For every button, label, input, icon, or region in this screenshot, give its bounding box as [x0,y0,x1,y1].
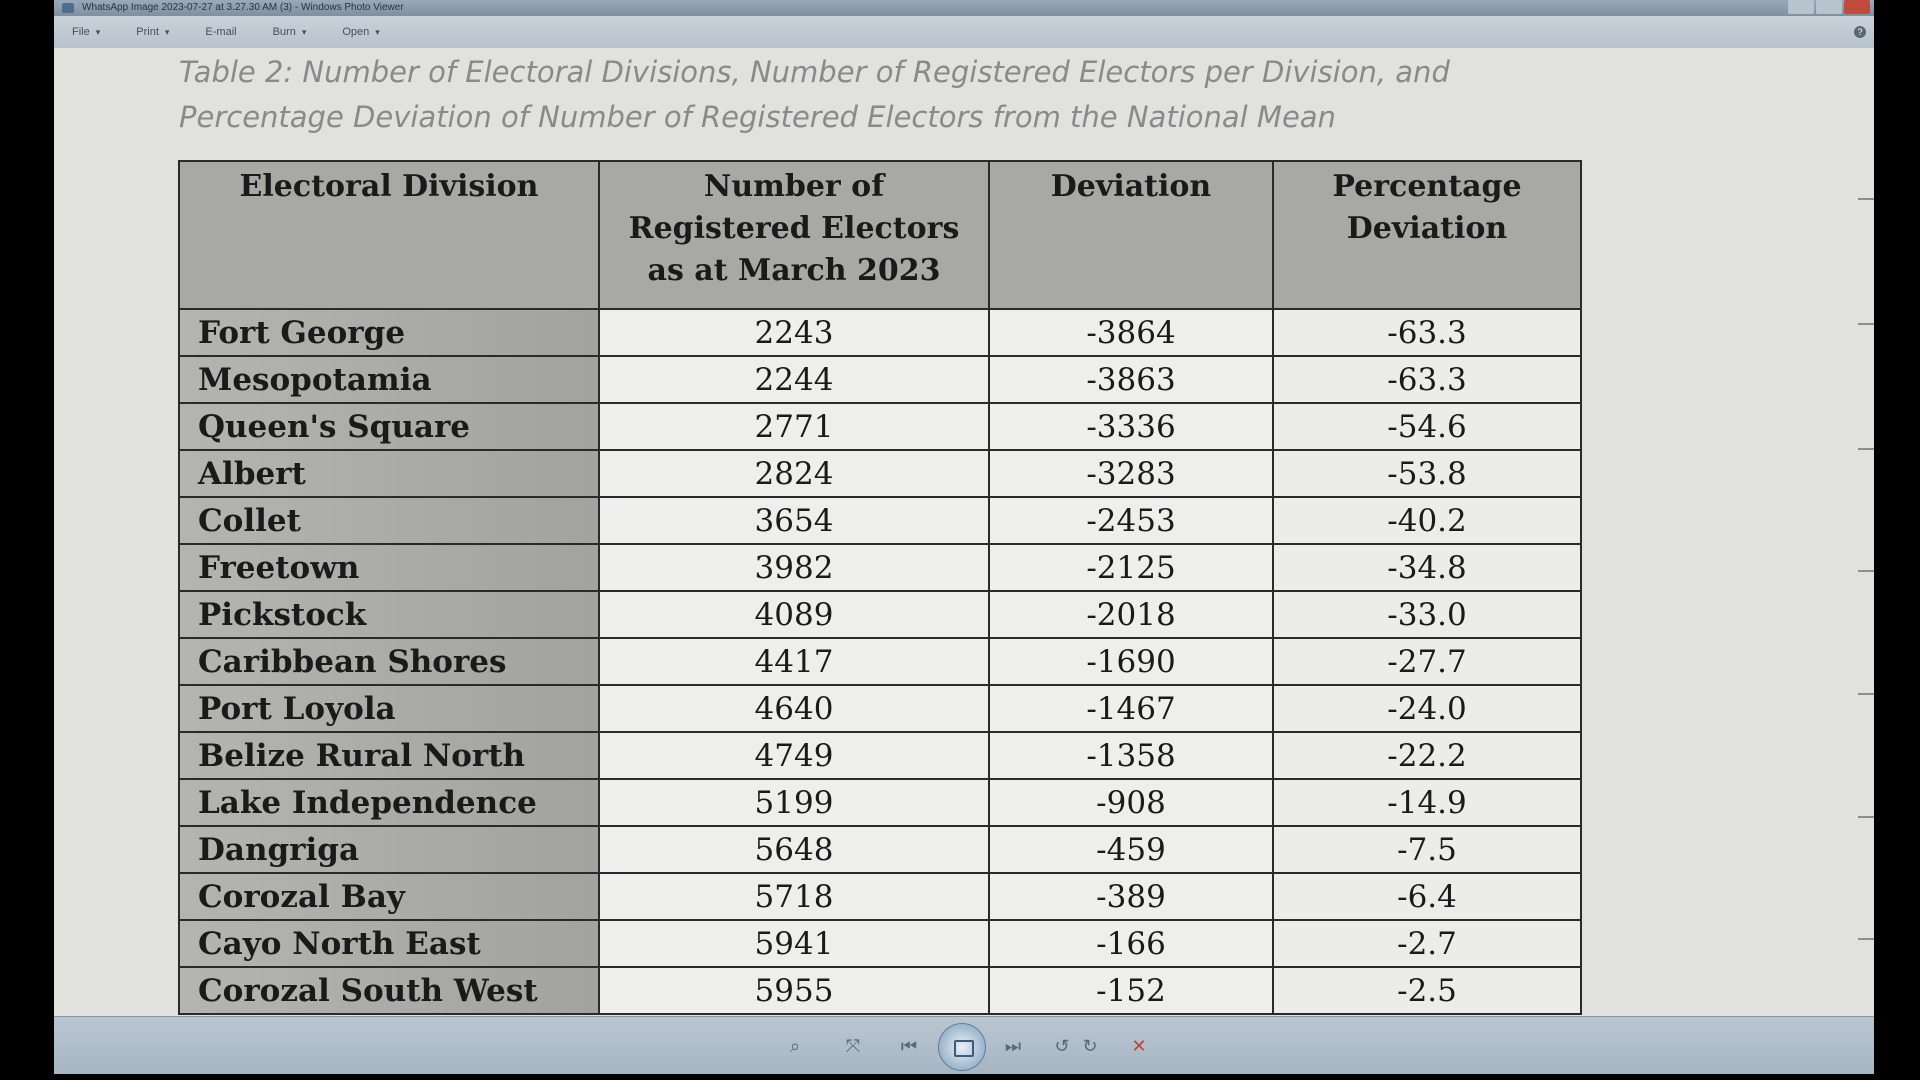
deviation-cell: -3863 [989,356,1273,403]
division-cell: Mesopotamia [179,356,599,403]
menu-print[interactable] [118,26,187,38]
table-caption [179,50,1579,140]
electors-cell: 5955 [599,967,989,1014]
division-cell: Belize Rural North [179,732,599,779]
previous-icon[interactable]: ⏮ [900,1036,918,1056]
deviation-cell: -166 [989,920,1273,967]
percentage-cell: -34.8 [1273,544,1581,591]
table-row [179,309,1581,356]
deviation-cell: -1467 [989,685,1273,732]
header-deviation [989,161,1273,309]
slideshow-screen-glyph [954,1040,974,1057]
electors-cell: 3654 [599,497,989,544]
menu-email-label: E-mail [205,26,237,38]
percentage-cell: -40.2 [1273,497,1581,544]
deviation-cell: -3283 [989,450,1273,497]
menu-print-label: Print [136,26,159,38]
header-deviation-label: Deviation [1050,169,1212,204]
percentage-cell: -2.5 [1273,967,1581,1014]
caption-line-1: Table 2: Number of Electoral Divisions, Number of Registered Electors per Division, and [179,55,1450,89]
deviation-cell: -2018 [989,591,1273,638]
electors-cell: 5941 [599,920,989,967]
slideshow-icon[interactable] [938,1023,986,1071]
menu-burn-label: Burn [272,26,296,38]
table-row [179,920,1581,967]
table-row [179,403,1581,450]
division-cell: Port Loyola [179,685,599,732]
header-electors-line-3: as at March 2023 [647,253,941,288]
electors-cell: 4749 [599,732,989,779]
division-cell: Lake Independence [179,779,599,826]
image-viewport[interactable] [54,48,1874,1016]
next-icon[interactable]: ⏭ [1004,1036,1022,1056]
menu-burn[interactable] [255,26,325,38]
electors-cell: 3982 [599,544,989,591]
percentage-cell: -63.3 [1273,356,1581,403]
table-row [179,591,1581,638]
electors-cell: 2771 [599,403,989,450]
table-row [179,356,1581,403]
percentage-cell: -2.7 [1273,920,1581,967]
chevron-down-icon: ▾ [375,27,380,37]
deviation-cell: -459 [989,826,1273,873]
table-body [179,309,1581,1014]
menu-open-label: Open [342,26,370,38]
menu-email[interactable] [187,26,254,38]
header-pct-line-2: Deviation [1346,211,1508,246]
percentage-cell: -24.0 [1273,685,1581,732]
electors-cell: 5648 [599,826,989,873]
electoral-divisions-table [178,160,1582,1015]
edge-tick [1858,198,1874,200]
rotate-cw-icon[interactable]: ↻ [1082,1036,1098,1056]
division-cell: Cayo North East [179,920,599,967]
percentage-cell: -7.5 [1273,826,1581,873]
actual-size-icon[interactable]: ⤧ [845,1036,861,1056]
table-header-row [179,161,1581,309]
rotate-ccw-icon[interactable]: ↺ [1054,1036,1070,1056]
chevron-down-icon: ▾ [301,27,307,37]
electors-cell: 5718 [599,873,989,920]
caption-line-2: Percentage Deviation of Number of Registered Electors from the National Mean [179,100,1336,134]
table-row [179,826,1581,873]
delete-icon[interactable]: ✕ [1131,1036,1147,1056]
deviation-cell: -152 [989,967,1273,1014]
percentage-cell: -53.8 [1273,450,1581,497]
percentage-cell: -14.9 [1273,779,1581,826]
window-title: WhatsApp Image 2023-07-27 at 3.27.30 AM (3) - Windows Photo Viewer [82,2,404,13]
title-bar [54,0,1874,16]
header-registered-electors [599,161,989,309]
deviation-cell: -908 [989,779,1273,826]
electors-cell: 2824 [599,450,989,497]
percentage-cell: -22.2 [1273,732,1581,779]
header-electors-line-1: Number of [703,169,885,204]
table-row [179,638,1581,685]
deviation-cell: -389 [989,873,1273,920]
division-cell: Corozal Bay [179,873,599,920]
percentage-cell: -63.3 [1273,309,1581,356]
menu-bar [54,16,1874,49]
zoom-icon[interactable]: ⌕ [789,1036,801,1056]
table-row [179,967,1581,1014]
table-row [179,450,1581,497]
electors-cell: 4417 [599,638,989,685]
header-division-label: Electoral Division [239,169,539,204]
electors-cell: 4640 [599,685,989,732]
deviation-cell: -1690 [989,638,1273,685]
close-button[interactable] [1844,0,1870,14]
edge-tick [1858,323,1874,325]
deviation-cell: -3336 [989,403,1273,450]
deviation-cell: -1358 [989,732,1273,779]
table-row [179,685,1581,732]
table-row [179,544,1581,591]
photo-viewer-window [54,0,1874,1074]
deviation-cell: -2453 [989,497,1273,544]
chevron-down-icon: ▾ [95,27,101,37]
division-cell: Collet [179,497,599,544]
maximize-button[interactable] [1816,0,1842,14]
division-cell: Corozal South West [179,967,599,1014]
division-cell: Freetown [179,544,599,591]
division-cell: Dangriga [179,826,599,873]
edge-tick [1858,693,1874,695]
header-percentage-deviation [1273,161,1581,309]
header-pct-line-1: Percentage [1332,169,1522,204]
header-electoral-division [179,161,599,309]
deviation-cell: -2125 [989,544,1273,591]
edge-tick [1858,938,1874,940]
percentage-cell: -54.6 [1273,403,1581,450]
window-controls [1788,0,1870,16]
division-cell: Caribbean Shores [179,638,599,685]
percentage-cell: -33.0 [1273,591,1581,638]
edge-tick [1858,816,1874,818]
edge-tick [1858,570,1874,572]
electors-cell: 2244 [599,356,989,403]
division-cell: Pickstock [179,591,599,638]
division-cell: Fort George [179,309,599,356]
electors-cell: 5199 [599,779,989,826]
menu-open[interactable] [324,26,397,38]
edge-tick [1858,448,1874,450]
table-row [179,873,1581,920]
electors-cell: 2243 [599,309,989,356]
electors-cell: 4089 [599,591,989,638]
help-icon[interactable]: ? [1854,26,1866,38]
menu-file[interactable] [54,26,118,38]
chevron-down-icon: ▾ [164,27,170,37]
table-row [179,732,1581,779]
deviation-cell: -3864 [989,309,1273,356]
photo-viewer-app-icon [62,3,74,13]
viewport-edge-ticks [1858,48,1874,1016]
header-electors-line-2: Registered Electors [628,211,960,246]
table-row [179,779,1581,826]
menu-file-label: File [72,26,90,38]
percentage-cell: -6.4 [1273,873,1581,920]
division-cell: Albert [179,450,599,497]
minimize-button[interactable] [1788,0,1814,14]
viewer-toolbar [54,1016,1874,1074]
percentage-cell: -27.7 [1273,638,1581,685]
division-cell: Queen's Square [179,403,599,450]
table-row [179,497,1581,544]
